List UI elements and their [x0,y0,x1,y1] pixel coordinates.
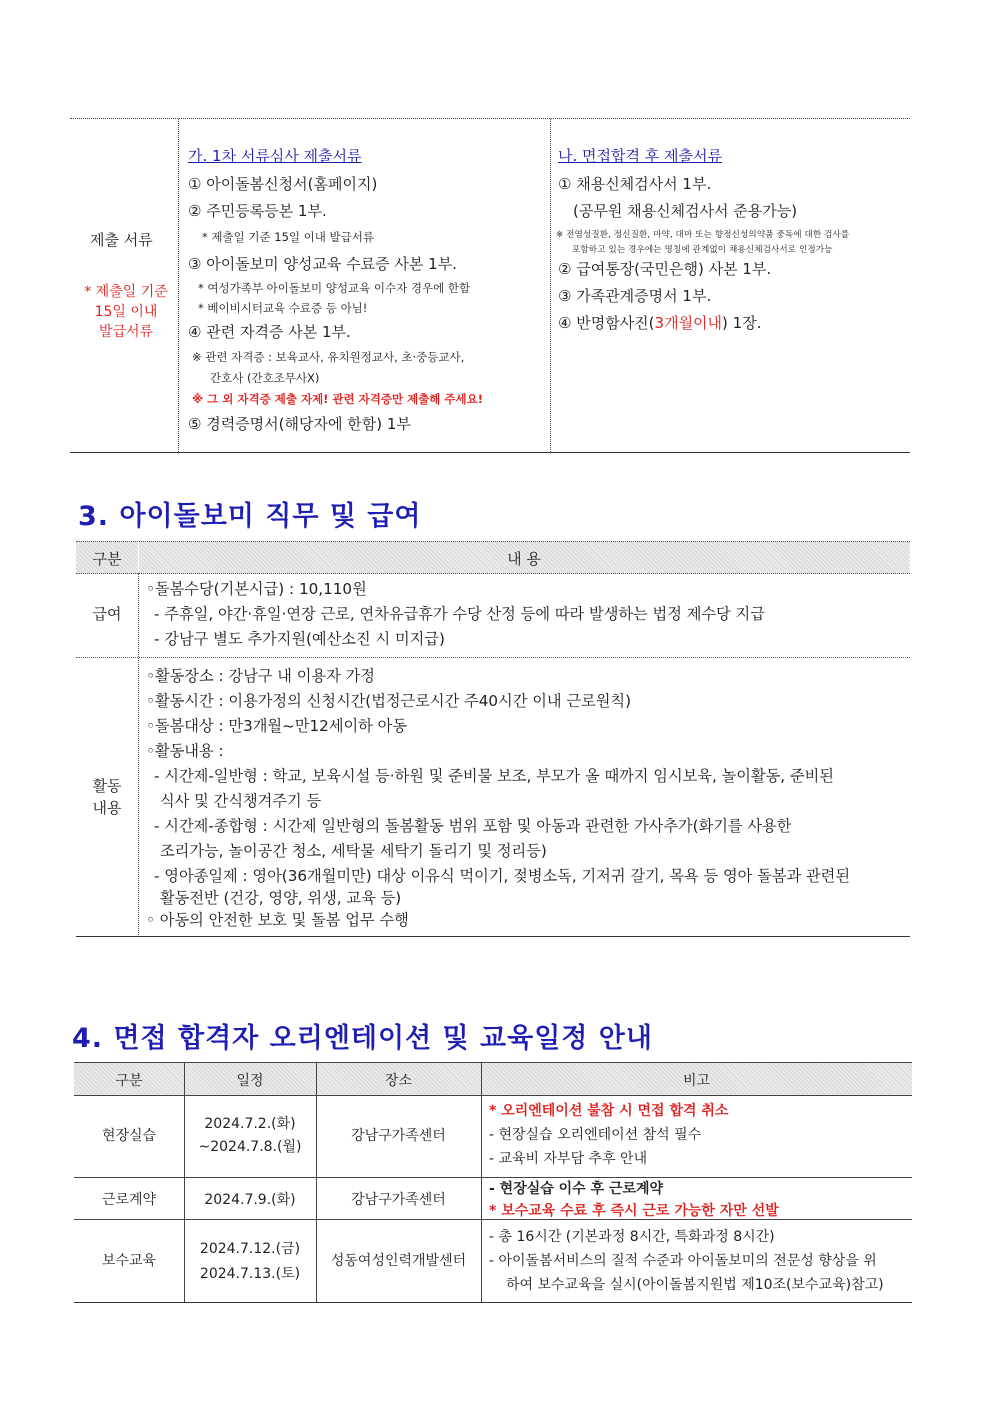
submission-note-line: 발급서류 [98,324,154,340]
row-type: 근로계약 [101,1192,157,1208]
row-note: - 아이돌봄서비스의 질적 수준과 아이돌보미의 전문성 향상을 위 [489,1253,877,1269]
row-type: 현장실습 [101,1128,157,1144]
pay-line: ◦돌봄수당(기본시급) : 10,110원 [146,580,367,598]
header-category: 구분 [92,550,122,568]
document-warning: ※ 그 외 자격증 제출 자제! 관련 자격증만 제출해 주세요! [192,392,483,406]
row-date: 2024.7.13.(토) [199,1266,301,1282]
row-note: - 교육비 자부담 추후 안내 [489,1151,648,1167]
document-item: ② 주민등록등본 1부. [188,202,327,220]
row-note: * 오리엔테이션 불참 시 면접 합격 취소 [489,1103,729,1119]
row-note: * 보수교육 수료 후 즉시 근로 가능한 자만 선발 [489,1203,779,1219]
document-item: ① 채용신체검사서 1부. [558,175,712,193]
row-note: - 현장실습 이수 후 근로계약 [489,1181,664,1197]
document-item [558,312,761,333]
table-row [74,1220,912,1303]
activity-line: - 시간제-종합형 : 시간제 일반형의 돌봄활동 범위 포함 및 아동과 관련한 가사추가(화기를 사용한 [154,817,792,835]
header-place: 장소 [384,1073,413,1089]
document-item: ⑤ 경력증명서(해당자에 한함) 1부 [188,415,411,433]
document-note: * 제출일 기준 15일 이내 발급서류 [202,230,374,244]
row-place: 강남구가족센터 [351,1192,446,1208]
table-header [76,541,910,574]
header-content: 내 용 [507,550,541,568]
section3-title: 3. 아이돌보미 직무 및 급여 [78,501,422,532]
row-place: 강남구가족센터 [351,1128,446,1144]
table-row [74,1178,912,1220]
activity-line: ◦활동시간 : 이용가정의 신청시간(법정근로시간 주40시간 이내 근로원칙) [146,692,632,710]
submission-note-line: * 제출일 기준 [84,284,168,300]
submission-label: 제출 서류 [90,231,153,249]
document-item: ③ 가족관계증명서 1부. [558,287,712,305]
row-place: 성동여성인력개발센터 [330,1253,467,1269]
activity-line: ◦활동내용 : [146,742,224,760]
header-note: 비고 [682,1073,711,1089]
column-divider [550,119,551,452]
activity-label: 활동 [92,777,122,795]
header-date: 일정 [236,1073,264,1089]
activity-line: ◦ 아동의 안전한 보호 및 돌봄 업무 수행 [146,911,409,929]
table-row-pay [76,573,910,658]
photo-item-text: ④ 반명함사진( [558,314,655,332]
header-category: 구분 [115,1073,143,1089]
document-item: ① 아이돌봄신청서(홈페이지) [188,175,378,193]
activity-line: 식사 및 간식챙겨주기 등 [160,792,322,810]
first-stage-title: 가. 1차 서류심사 제출서류 [188,147,362,165]
activity-line: 조리가능, 놀이공간 청소, 세탁물 세탁기 돌리기 및 정리등) [160,842,547,860]
table-header [74,1062,912,1096]
submission-note-line: 15일 이내 [94,304,158,320]
document-note: ※ 전염성질환, 정신질환, 마약, 대마 또는 향정신성의약품 중독에 대한 검사를 [556,230,850,240]
row-note: - 현장실습 오리엔테이션 참석 필수 [489,1127,702,1143]
photo-item-count: ) 1장. [722,314,762,332]
second-stage-title: 나. 면접합격 후 제출서류 [558,147,722,165]
row-date: 2024.7.9.(화) [204,1192,296,1208]
document-item: ② 급여통장(국민은행) 사본 1부. [558,260,772,278]
column-divider [178,119,179,452]
activity-line: ◦돌봄대상 : 만3개월~만12세이하 아동 [146,717,407,735]
document-note: 포함하고 있는 경우에는 명칭에 관계없이 채용신체검사서로 인정가능 [572,245,833,255]
activity-line: ◦활동장소 : 강남구 내 이용자 가정 [146,667,375,685]
section4-title: 4. 면접 합격자 오리엔테이션 및 교육일정 안내 [72,1023,653,1054]
document-item: (공무원 채용신체검사서 준용가능) [573,202,798,220]
pay-line: - 강남구 별도 추가지원(예산소진 시 미지급) [154,630,445,648]
activity-line: - 시간제-일반형 : 학교, 보육시설 등·하원 및 준비물 보조, 부모가 올 때까지 임시보육, 놀이활동, 준비된 [154,767,834,785]
row-type: 보수교육 [101,1253,157,1269]
duties-pay-table [76,541,910,937]
row-date: 2024.7.2.(화) [204,1116,296,1132]
document-item: ④ 관련 자격증 사본 1부. [188,323,351,341]
activity-line: - 영아종일제 : 영아(36개월미만) 대상 이유식 먹이기, 젖병소독, 기저귀 갈기, 목욕 등 영아 돌봄과 관련된 [154,867,851,885]
row-date: ~2024.7.8.(월) [198,1139,302,1155]
row-note: - 총 16시간 (기본과정 8시간, 특화과정 8시간) [489,1229,775,1245]
pay-line: - 주휴일, 야간·휴일·연장 근로, 연차유급휴가 수당 산정 등에 따라 발생하는 법정 제수당 지급 [154,605,765,623]
activity-label: 내용 [92,799,122,817]
row-date: 2024.7.12.(금) [199,1241,301,1257]
document-note: ※ 관련 자격증 : 보육교사, 유치원정교사, 초·중등교사, [192,350,465,364]
pay-label: 급여 [92,605,122,623]
activity-line: 활동전반 (건강, 영양, 위생, 교육 등) [160,889,402,907]
document-item: ③ 아이돌보미 양성교육 수료증 사본 1부. [188,255,457,273]
table-row [74,1095,912,1178]
row-note: 하여 보수교육을 실시(아이돌봄지원법 제10조(보수교육)참고) [506,1277,884,1293]
table-row-activity [76,658,910,937]
document-note: * 여성가족부 아이돌보미 양성교육 이수자 경우에 한함 [198,281,471,295]
photo-item-period: 3개월이내 [654,314,723,332]
orientation-schedule-table [74,1062,912,1302]
submission-documents-table [70,118,910,453]
document-note: * 베이비시터교육 수료증 등 아님! [198,301,368,315]
document-note: 간호사 (간호조무사X) [210,371,320,385]
